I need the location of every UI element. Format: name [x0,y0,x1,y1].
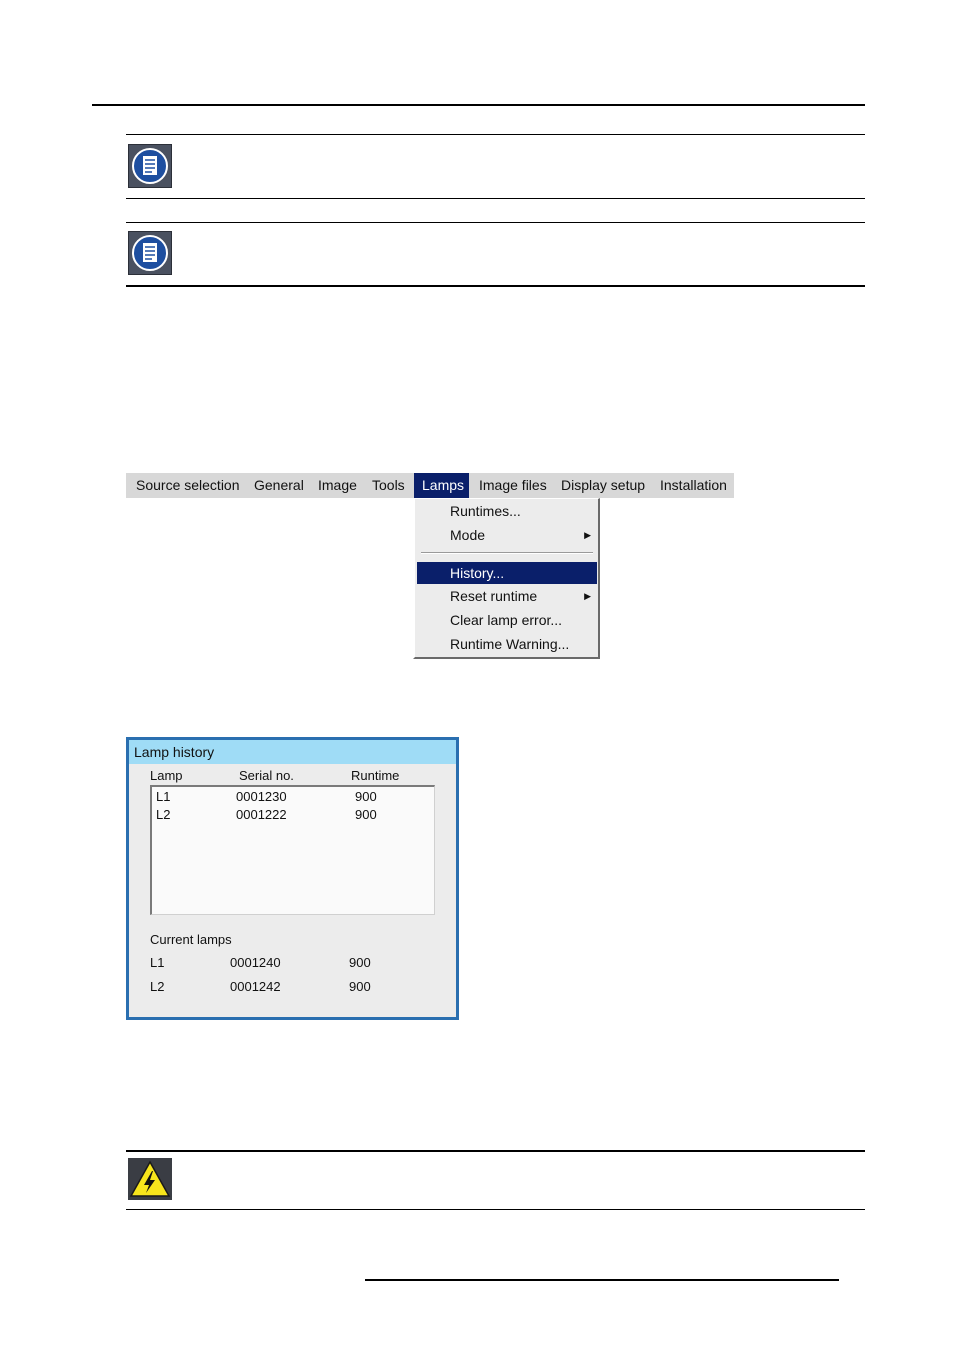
menu-bar [126,473,734,498]
menu-separator [421,552,593,554]
menu-item-label: History... [450,565,505,581]
warning-bottom-rule [126,1209,865,1210]
electrical-hazard-icon [128,1158,172,1200]
header-rule [92,104,865,106]
menu-item-history[interactable] [417,562,597,584]
history-serial-cell: 0001222 [236,807,287,822]
dialog-title: Lamp history [129,740,456,764]
history-lamp-cell: L2 [156,807,171,822]
menu-tools[interactable]: Tools [372,477,405,493]
menu-item-label: Mode [450,527,486,543]
lamp-history-dialog [126,737,459,1020]
note-1-bottom-rule [126,198,865,199]
current-lamp-cell: L2 [150,979,165,994]
menu-image[interactable]: Image [318,477,357,493]
current-serial-cell: 0001242 [230,979,281,994]
note-1-top-rule [126,134,865,135]
menu-display-setup[interactable]: Display setup [561,477,646,493]
column-header-serial: Serial no. [239,768,294,783]
current-lamps-label: Current lamps [150,932,232,947]
note-2-bottom-rule [126,285,865,287]
menu-item-label: Runtimes... [450,503,521,519]
menu-item-runtimes[interactable] [417,500,597,522]
current-serial-cell: 0001240 [230,955,281,970]
current-runtime-cell: 900 [349,979,371,994]
note-2-top-rule [126,222,865,223]
history-serial-cell: 0001230 [236,789,287,804]
history-list[interactable] [150,785,435,915]
column-header-lamp: Lamp [150,768,183,783]
note-icon [128,231,172,275]
menu-installation[interactable]: Installation [660,477,727,493]
warning-top-rule [126,1150,865,1152]
current-runtime-cell: 900 [349,955,371,970]
lamps-dropdown-menu [413,498,600,659]
footer-rule [365,1279,839,1281]
menu-general[interactable]: General [254,477,304,493]
history-runtime-cell: 900 [355,789,377,804]
submenu-arrow-icon: ▶ [584,591,591,601]
history-lamp-cell: L1 [156,789,171,804]
menu-item-reset-runtime[interactable] [417,585,597,607]
submenu-arrow-icon: ▶ [584,530,591,540]
menu-item-mode[interactable] [417,524,597,546]
menu-image-files[interactable]: Image files [479,477,547,493]
menu-item-label: Reset runtime [450,588,538,604]
note-icon [128,144,172,188]
menu-lamps[interactable]: Lamps [414,473,469,498]
menu-item-runtime-warning[interactable] [417,633,597,655]
menu-item-label: Clear lamp error... [450,612,563,628]
menu-item-label: Runtime Warning... [450,636,570,652]
current-lamp-cell: L1 [150,955,165,970]
menu-source-selection[interactable]: Source selection [136,477,240,493]
menu-item-clear-lamp-error[interactable] [417,609,597,631]
column-header-runtime: Runtime [351,768,400,783]
history-runtime-cell: 900 [355,807,377,822]
